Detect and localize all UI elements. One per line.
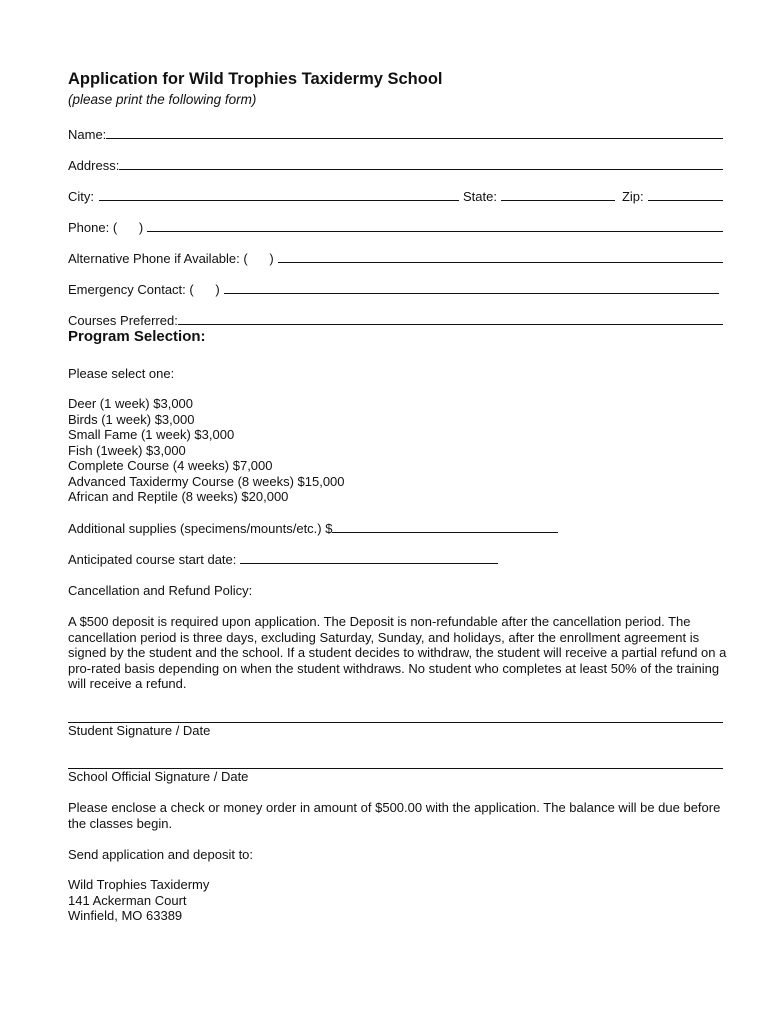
course-option[interactable]: African and Reptile (8 weeks) $20,000	[68, 489, 289, 504]
course-option[interactable]: Advanced Taxidermy Course (8 weeks) $15,000	[68, 473, 345, 489]
course-option[interactable]: Complete Course (4 weeks) $7,000	[68, 458, 273, 473]
supplies-label: Additional supplies (specimens/mounts/etc.) $	[68, 521, 333, 536]
name-label: Name:	[68, 127, 107, 142]
policy-heading: Cancellation and Refund Policy:	[68, 583, 253, 598]
emergency-row	[68, 279, 723, 297]
address-city: Winfield, MO 63389	[68, 908, 183, 923]
city-label: City:	[68, 189, 94, 204]
phone-row	[68, 217, 723, 235]
state-field[interactable]	[501, 200, 615, 201]
courses-preferred-field[interactable]	[178, 324, 723, 325]
address-row	[68, 155, 723, 173]
course-option[interactable]: Deer (1 week) $3,000	[68, 396, 194, 411]
alt-phone-row	[68, 248, 723, 266]
city-state-zip-row	[68, 186, 723, 204]
start-date-label: Anticipated course start date:	[68, 552, 237, 567]
courses-preferred-row	[68, 310, 723, 328]
form-subtitle: (please print the following form)	[68, 92, 257, 107]
address-name: Wild Trophies Taxidermy	[68, 877, 210, 892]
zip-label: Zip:	[621, 189, 644, 204]
supplies-row	[68, 518, 558, 536]
course-option[interactable]: Small Fame (1 week) $3,000	[68, 427, 235, 442]
payment-note: Please enclose a check or money order in amount of $500.00 with the application. The balance will be due before the classes begin.	[68, 800, 721, 831]
course-list	[68, 396, 345, 505]
emergency-field[interactable]	[224, 293, 719, 294]
city-field[interactable]	[99, 200, 459, 201]
alt-phone-field[interactable]	[278, 262, 723, 263]
course-option[interactable]: Fish (1week) $3,000	[68, 442, 186, 458]
program-selection-heading: Program Selection:	[68, 328, 206, 345]
address-label: Address:	[68, 158, 120, 173]
mailing-address	[68, 877, 209, 924]
policy-text: A $500 deposit is required upon application. The Deposit is non-refundable after the cancellation period. The cancellation period is three days, excluding Saturday, Sunday, and holidays, after the enrollment agreement is signed by the student and the school. If a student decides to withdraw, the student will receive a partial refund on a pro-rated basis depending on when the student withdraws. No student who completes at least 50% of the training will receive a refund.	[68, 614, 727, 691]
state-label: State:	[463, 189, 497, 204]
send-to-label: Send application and deposit to:	[68, 847, 254, 862]
start-date-field[interactable]	[240, 563, 498, 564]
address-street: 141 Ackerman Court	[68, 892, 187, 908]
course-option[interactable]: Birds (1 week) $3,000	[68, 411, 195, 427]
name-row	[68, 124, 723, 142]
emergency-label: Emergency Contact: ( )	[68, 282, 220, 297]
courses-preferred-label: Courses Preferred:	[68, 313, 178, 328]
name-field[interactable]	[106, 138, 723, 139]
zip-field[interactable]	[648, 200, 723, 201]
select-one-instruction: Please select one:	[68, 366, 175, 381]
phone-label: Phone: ( )	[68, 220, 144, 235]
form-title: Application for Wild Trophies Taxidermy School	[68, 70, 443, 88]
address-field[interactable]	[119, 169, 723, 170]
supplies-field[interactable]	[332, 532, 558, 533]
phone-field[interactable]	[147, 231, 723, 232]
start-date-row	[68, 549, 498, 567]
official-signature-label: School Official Signature / Date	[68, 769, 249, 784]
alt-phone-label: Alternative Phone if Available: ( )	[68, 251, 274, 266]
student-signature-label: Student Signature / Date	[68, 723, 211, 738]
